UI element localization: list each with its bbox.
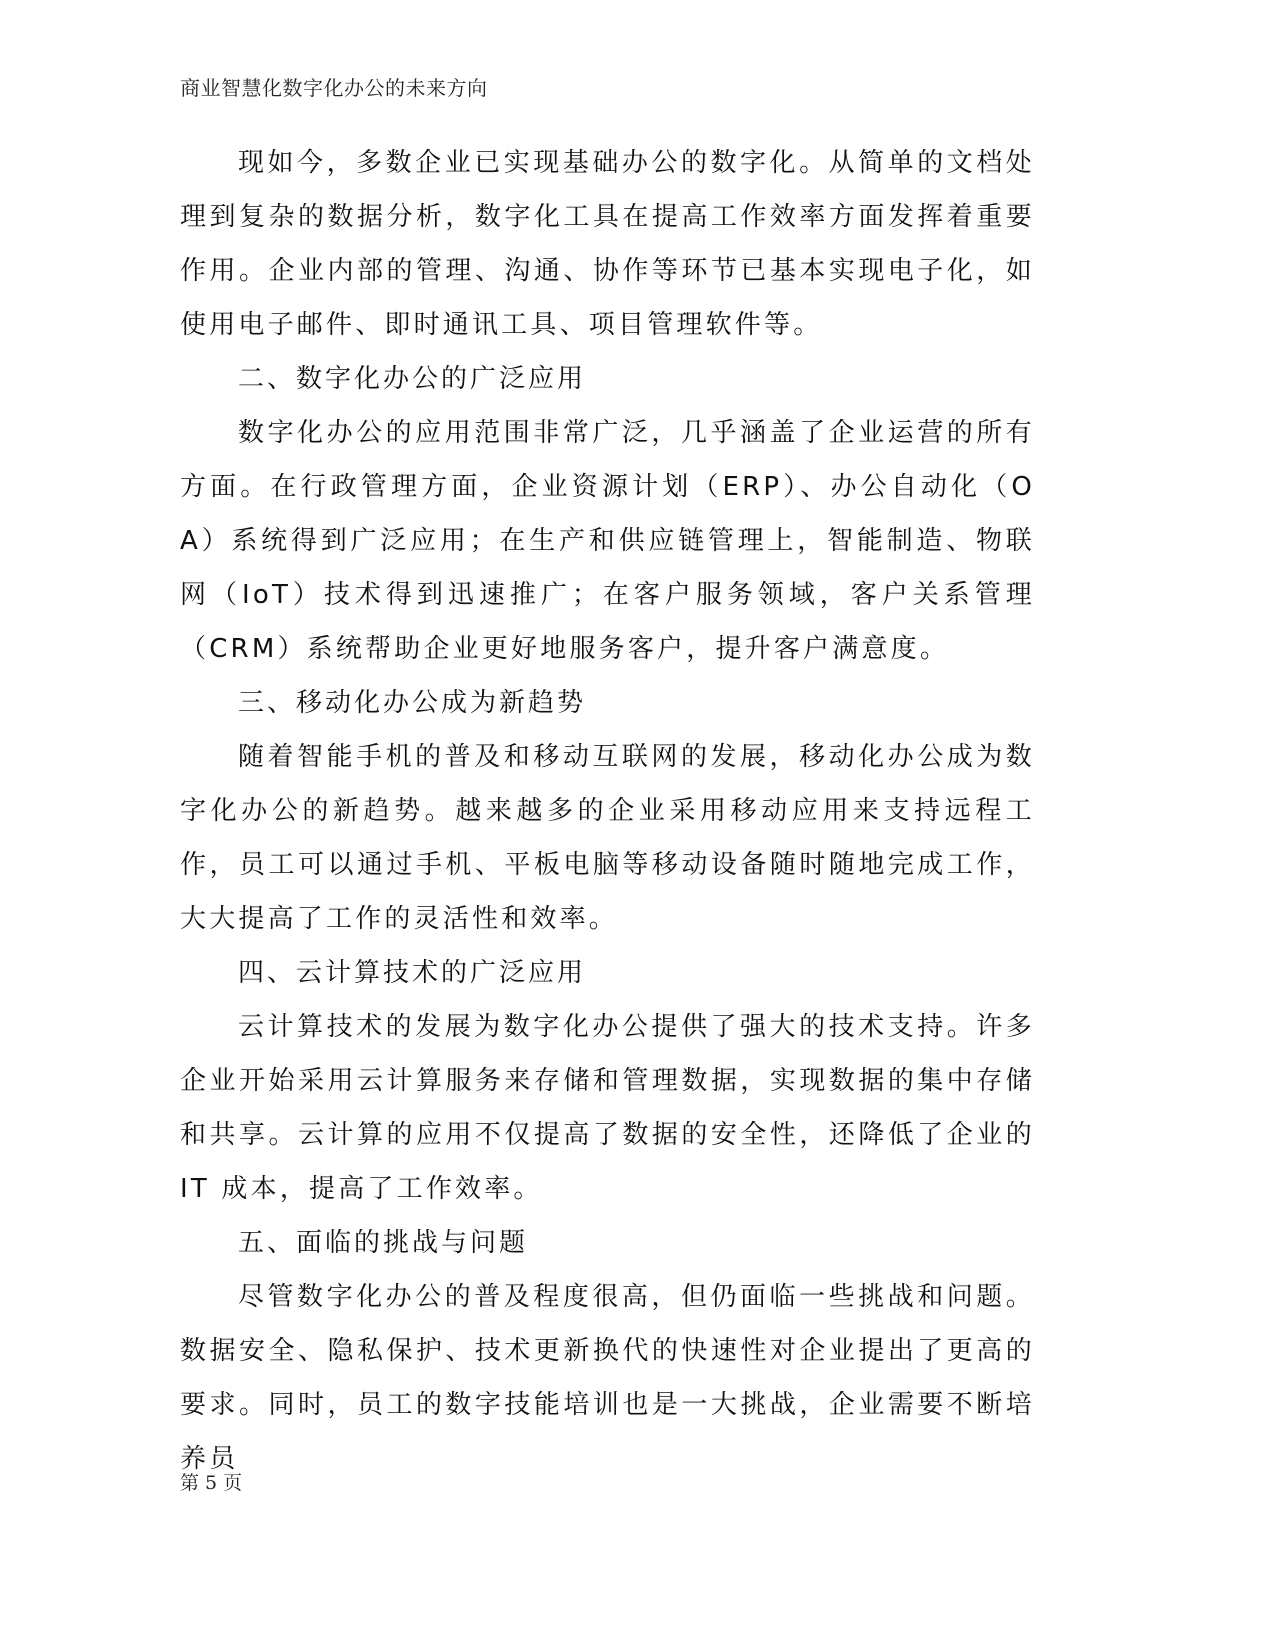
section-heading-2: 二、数字化办公的广泛应用 bbox=[238, 364, 587, 394]
document-body bbox=[180, 136, 1035, 1486]
section-heading-3: 三、移动化办公成为新趋势 bbox=[238, 688, 587, 718]
paragraph-cloud-computing: 云计算技术的发展为数字化办公提供了强大的技术支持。许多企业开始采用云计算服务来存储和管理数据，实现数据的集中存储和共享。云计算的应用不仅提高了数据的安全性，还降低了企业的 IT 成本，提高了工作效率。 bbox=[180, 1012, 1035, 1204]
section-heading-5: 五、面临的挑战与问题 bbox=[238, 1228, 529, 1258]
paragraph-mobile-office: 随着智能手机的普及和移动互联网的发展，移动化办公成为数字化办公的新趋势。越来越多的企业采用移动应用来支持远程工作，员工可以通过手机、平板电脑等移动设备随时随地完成工作，大大提高了工作的灵活性和效率。 bbox=[180, 742, 1035, 934]
paragraph-challenges: 尽管数字化办公的普及程度很高，但仍面临一些挑战和问题。数据安全、隐私保护、技术更新换代的快速性对企业提出了更高的要求。同时，员工的数字技能培训也是一大挑战，企业需要不断培养员 bbox=[180, 1282, 1035, 1474]
section-heading-4: 四、云计算技术的广泛应用 bbox=[238, 958, 587, 988]
page-header: 商业智慧化数字化办公的未来方向 bbox=[180, 76, 488, 100]
paragraph-wide-application: 数字化办公的应用范围非常广泛，几乎涵盖了企业运营的所有方面。在行政管理方面，企业资源计划（ERP）、办公自动化（OA）系统得到广泛应用；在生产和供应链管理上，智能制造、物联网（IoT）技术得到迅速推广；在客户服务领域，客户关系管理（CRM）系统帮助企业更好地服务客户，提升客户满意度。 bbox=[180, 418, 1035, 664]
paragraph-current-state: 现如今，多数企业已实现基础办公的数字化。从简单的文档处理到复杂的数据分析，数字化工具在提高工作效率方面发挥着重要作用。企业内部的管理、沟通、协作等环节已基本实现电子化，如使用电子邮件、即时通讯工具、项目管理软件等。 bbox=[180, 148, 1035, 340]
page-number: 第 5 页 bbox=[180, 1472, 243, 1494]
